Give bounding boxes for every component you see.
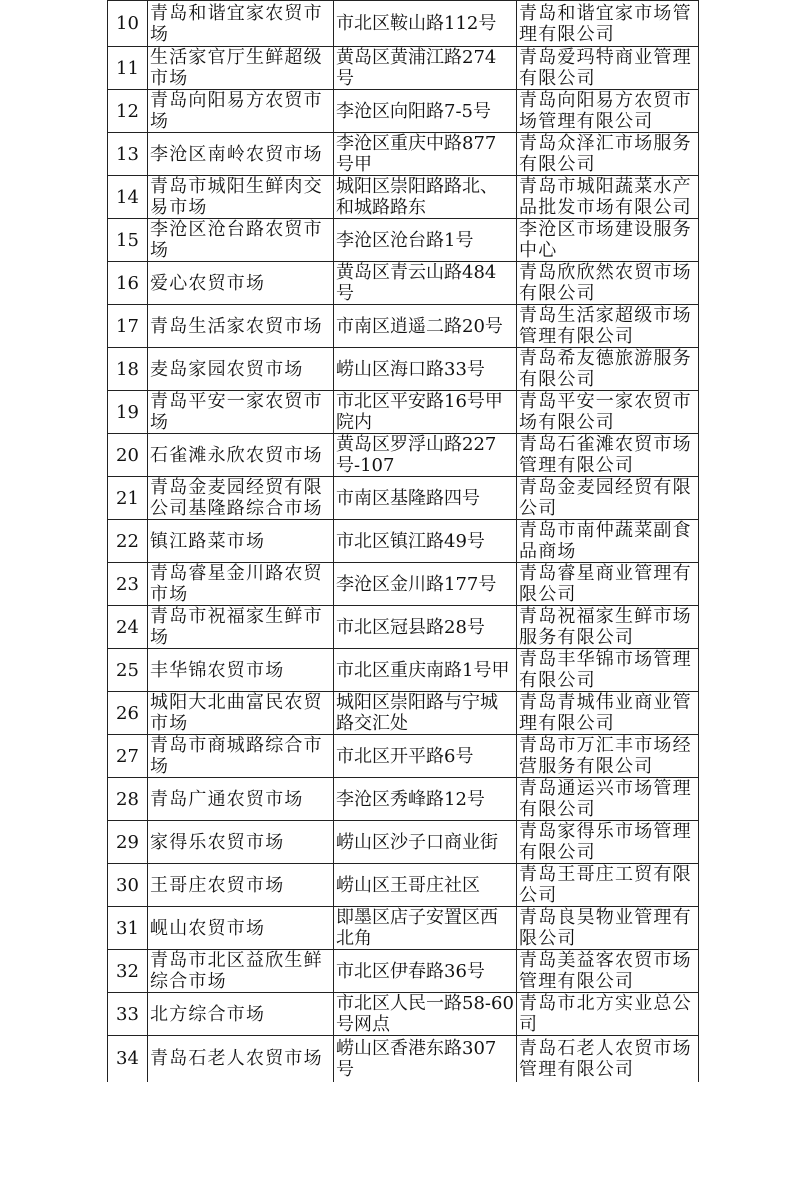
market-operator: 青岛青城伟业商业管理有限公司 [517, 692, 699, 735]
table-row [108, 735, 699, 778]
market-operator: 青岛丰华锦市场管理有限公司 [517, 649, 699, 692]
market-address: 黄岛区罗浮山路227号-107 [334, 434, 517, 477]
market-name: 青岛市商城路综合市场 [148, 735, 334, 778]
market-address: 市北区人民一路58-60号网点 [334, 993, 517, 1036]
market-operator: 青岛市城阳蔬菜水产品批发市场有限公司 [517, 176, 699, 219]
market-operator: 青岛爱玛特商业管理有限公司 [517, 47, 699, 90]
market-name: 青岛向阳易方农贸市场 [148, 90, 334, 133]
market-name: 青岛睿星金川路农贸市场 [148, 563, 334, 606]
market-operator: 青岛欣欣然农贸市场有限公司 [517, 262, 699, 305]
market-operator: 青岛家得乐市场管理有限公司 [517, 821, 699, 864]
row-index: 16 [108, 262, 148, 305]
market-operator: 青岛石老人农贸市场管理有限公司 [517, 1036, 699, 1082]
market-operator: 青岛睿星商业管理有限公司 [517, 563, 699, 606]
market-name: 青岛生活家农贸市场 [148, 305, 334, 348]
row-index: 23 [108, 563, 148, 606]
row-index: 19 [108, 391, 148, 434]
market-name: 青岛市祝福家生鲜市场 [148, 606, 334, 649]
table-row [108, 907, 699, 950]
table-row [108, 950, 699, 993]
market-name: 李沧区沧台路农贸市场 [148, 219, 334, 262]
market-operator: 青岛希友德旅游服务有限公司 [517, 348, 699, 391]
row-index: 34 [108, 1036, 148, 1082]
market-table-body [108, 1, 699, 1082]
market-operator: 青岛市北方实业总公司 [517, 993, 699, 1036]
table-row [108, 993, 699, 1036]
market-address: 市北区平安路16号甲院内 [334, 391, 517, 434]
table-row [108, 262, 699, 305]
market-name: 爱心农贸市场 [148, 262, 334, 305]
market-name: 城阳大北曲富民农贸市场 [148, 692, 334, 735]
table-row [108, 47, 699, 90]
row-index: 14 [108, 176, 148, 219]
row-index: 20 [108, 434, 148, 477]
table-row [108, 391, 699, 434]
row-index: 28 [108, 778, 148, 821]
market-operator: 青岛石雀滩农贸市场管理有限公司 [517, 434, 699, 477]
market-address: 市北区冠县路28号 [334, 606, 517, 649]
market-address: 李沧区重庆中路877号甲 [334, 133, 517, 176]
row-index: 26 [108, 692, 148, 735]
market-address: 崂山区沙子口商业街 [334, 821, 517, 864]
market-name: 青岛金麦园经贸有限公司基隆路综合市场 [148, 477, 334, 520]
table-row [108, 778, 699, 821]
market-name: 王哥庄农贸市场 [148, 864, 334, 907]
market-name: 镇江路菜市场 [148, 520, 334, 563]
market-address: 黄岛区黄浦江路274号 [334, 47, 517, 90]
table-row [108, 1036, 699, 1082]
watermark-cover [612, 1154, 692, 1168]
market-operator: 青岛和谐宜家市场管理有限公司 [517, 1, 699, 47]
market-operator: 青岛祝福家生鲜市场服务有限公司 [517, 606, 699, 649]
row-index: 30 [108, 864, 148, 907]
market-address: 城阳区崇阳路与宁城路交汇处 [334, 692, 517, 735]
market-address: 李沧区沧台路1号 [334, 219, 517, 262]
row-index: 25 [108, 649, 148, 692]
row-index: 22 [108, 520, 148, 563]
table-row [108, 133, 699, 176]
table-row [108, 649, 699, 692]
table-row [108, 219, 699, 262]
market-address: 市北区重庆南路1号甲 [334, 649, 517, 692]
table-row [108, 692, 699, 735]
row-index: 18 [108, 348, 148, 391]
market-name: 麦岛家园农贸市场 [148, 348, 334, 391]
row-index: 10 [108, 1, 148, 47]
market-address: 李沧区金川路177号 [334, 563, 517, 606]
market-table [107, 0, 699, 1082]
table-row [108, 821, 699, 864]
market-address: 市北区镇江路49号 [334, 520, 517, 563]
market-name: 石雀滩永欣农贸市场 [148, 434, 334, 477]
row-index: 12 [108, 90, 148, 133]
market-operator: 青岛良昊物业管理有限公司 [517, 907, 699, 950]
table-row [108, 176, 699, 219]
market-operator: 李沧区市场建设服务中心 [517, 219, 699, 262]
row-index: 29 [108, 821, 148, 864]
market-address: 市南区基隆路四号 [334, 477, 517, 520]
row-index: 33 [108, 993, 148, 1036]
row-index: 17 [108, 305, 148, 348]
row-index: 24 [108, 606, 148, 649]
market-address: 李沧区秀峰路12号 [334, 778, 517, 821]
market-operator: 青岛美益客农贸市场管理有限公司 [517, 950, 699, 993]
market-name: 丰华锦农贸市场 [148, 649, 334, 692]
row-index: 31 [108, 907, 148, 950]
market-name: 生活家官厅生鲜超级市场 [148, 47, 334, 90]
table-row [108, 477, 699, 520]
market-address: 黄岛区青云山路484号 [334, 262, 517, 305]
market-operator: 青岛通运兴市场管理有限公司 [517, 778, 699, 821]
table-row [108, 864, 699, 907]
market-address: 市北区开平路6号 [334, 735, 517, 778]
table-row [108, 606, 699, 649]
row-index: 21 [108, 477, 148, 520]
row-index: 27 [108, 735, 148, 778]
row-index: 13 [108, 133, 148, 176]
row-index: 11 [108, 47, 148, 90]
market-name: 青岛市北区益欣生鲜综合市场 [148, 950, 334, 993]
market-name: 北方综合市场 [148, 993, 334, 1036]
market-address: 崂山区王哥庄社区 [334, 864, 517, 907]
market-name: 青岛和谐宜家农贸市场 [148, 1, 334, 47]
market-name: 青岛平安一家农贸市场 [148, 391, 334, 434]
market-name: 家得乐农贸市场 [148, 821, 334, 864]
market-name: 青岛广通农贸市场 [148, 778, 334, 821]
market-name: 李沧区南岭农贸市场 [148, 133, 334, 176]
table-row [108, 434, 699, 477]
table-row [108, 520, 699, 563]
market-name: 青岛市城阳生鲜肉交易市场 [148, 176, 334, 219]
market-address: 李沧区向阳路7-5号 [334, 90, 517, 133]
market-address: 即墨区店子安置区西北角 [334, 907, 517, 950]
row-index: 32 [108, 950, 148, 993]
table-row [108, 348, 699, 391]
market-address: 崂山区海口路33号 [334, 348, 517, 391]
market-operator: 青岛金麦园经贸有限公司 [517, 477, 699, 520]
market-name: 岘山农贸市场 [148, 907, 334, 950]
market-address: 城阳区崇阳路路北、和城路路东 [334, 176, 517, 219]
table-row [108, 563, 699, 606]
market-operator: 青岛向阳易方农贸市场管理有限公司 [517, 90, 699, 133]
market-address: 崂山区香港东路307号 [334, 1036, 517, 1082]
row-index: 15 [108, 219, 148, 262]
market-operator: 青岛市万汇丰市场经营服务有限公司 [517, 735, 699, 778]
table-row [108, 90, 699, 133]
market-operator: 青岛生活家超级市场管理有限公司 [517, 305, 699, 348]
table-row [108, 305, 699, 348]
market-name: 青岛石老人农贸市场 [148, 1036, 334, 1082]
market-operator: 青岛平安一家农贸市场有限公司 [517, 391, 699, 434]
table-row [108, 1, 699, 47]
market-operator: 青岛王哥庄工贸有限公司 [517, 864, 699, 907]
market-address: 市北区伊春路36号 [334, 950, 517, 993]
market-operator: 青岛市南仲蔬菜副食品商场 [517, 520, 699, 563]
market-address: 市北区鞍山路112号 [334, 1, 517, 47]
market-address: 市南区逍遥二路20号 [334, 305, 517, 348]
market-operator: 青岛众泽汇市场服务有限公司 [517, 133, 699, 176]
